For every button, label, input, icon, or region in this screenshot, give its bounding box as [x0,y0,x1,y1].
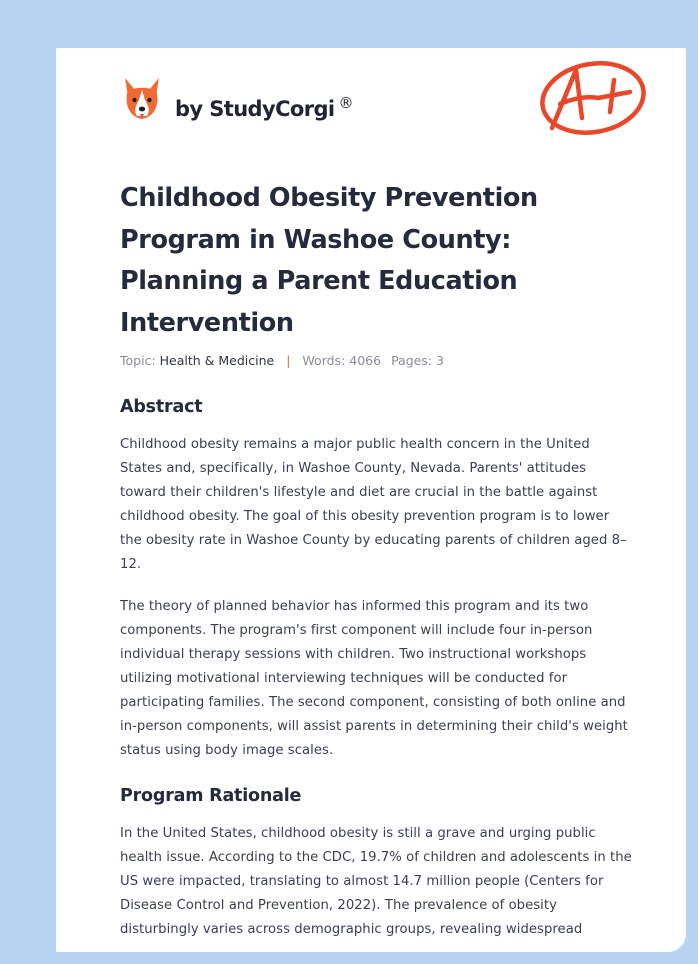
section-heading-abstract: Abstract [120,397,203,417]
document-body [120,392,632,942]
document-page [56,48,686,952]
pages-label: Pages: [391,353,433,368]
meta-separator: | [286,353,291,368]
rationale-paragraph: In the United States, childhood obesity is still a grave and urging public health issue. According to the CDC, 19.7% of children and adolescents in the US were impacted, translating to almost 14.7 million people (Centers for Disease Control and Prevention, 2022). The prevalence of obesity disturbingly varies across demographic groups, revealing widespread [120,826,632,937]
topic-label: Topic: [120,353,156,368]
section-heading-program-rationale: Program Rationale [120,786,302,806]
words-value: 4066 [349,353,382,368]
words-label: Words: [302,353,346,368]
brand-name[interactable] [175,94,353,121]
abstract-paragraph: Childhood obesity remains a major public health concern in the United States and, specifically, in Washoe County, Nevada. Parents' attitudes toward their children's lifestyle and diet are crucial in the battle against childhood obesity. The goal of this obesity prevention program is to lower the obesity rate in Washoe County by educating parents of children aged 8–12. [120,437,627,572]
registered-mark: ® [338,94,353,112]
corgi-logo-icon [122,76,162,122]
a-plus-grade-icon [538,58,648,140]
topic-link[interactable]: Health & Medicine [159,353,275,368]
brand-text: by StudyCorgi [175,97,335,121]
pages-value: 3 [436,353,444,368]
document-title: Childhood Obesity Prevention Program in Washoe County: Planning a Parent Education Intervention [120,183,538,338]
abstract-paragraph: The theory of planned behavior has informed this program and its two components. The program's first component will include four in-person individual therapy sessions with children. Two instructional workshops utilizing motivational interviewing techniques will be conducted for participating families. The second component, consisting of both online and in-person components, will assist parents in determining their child's weight status using body image scales. [120,599,628,758]
document-meta [120,353,640,368]
